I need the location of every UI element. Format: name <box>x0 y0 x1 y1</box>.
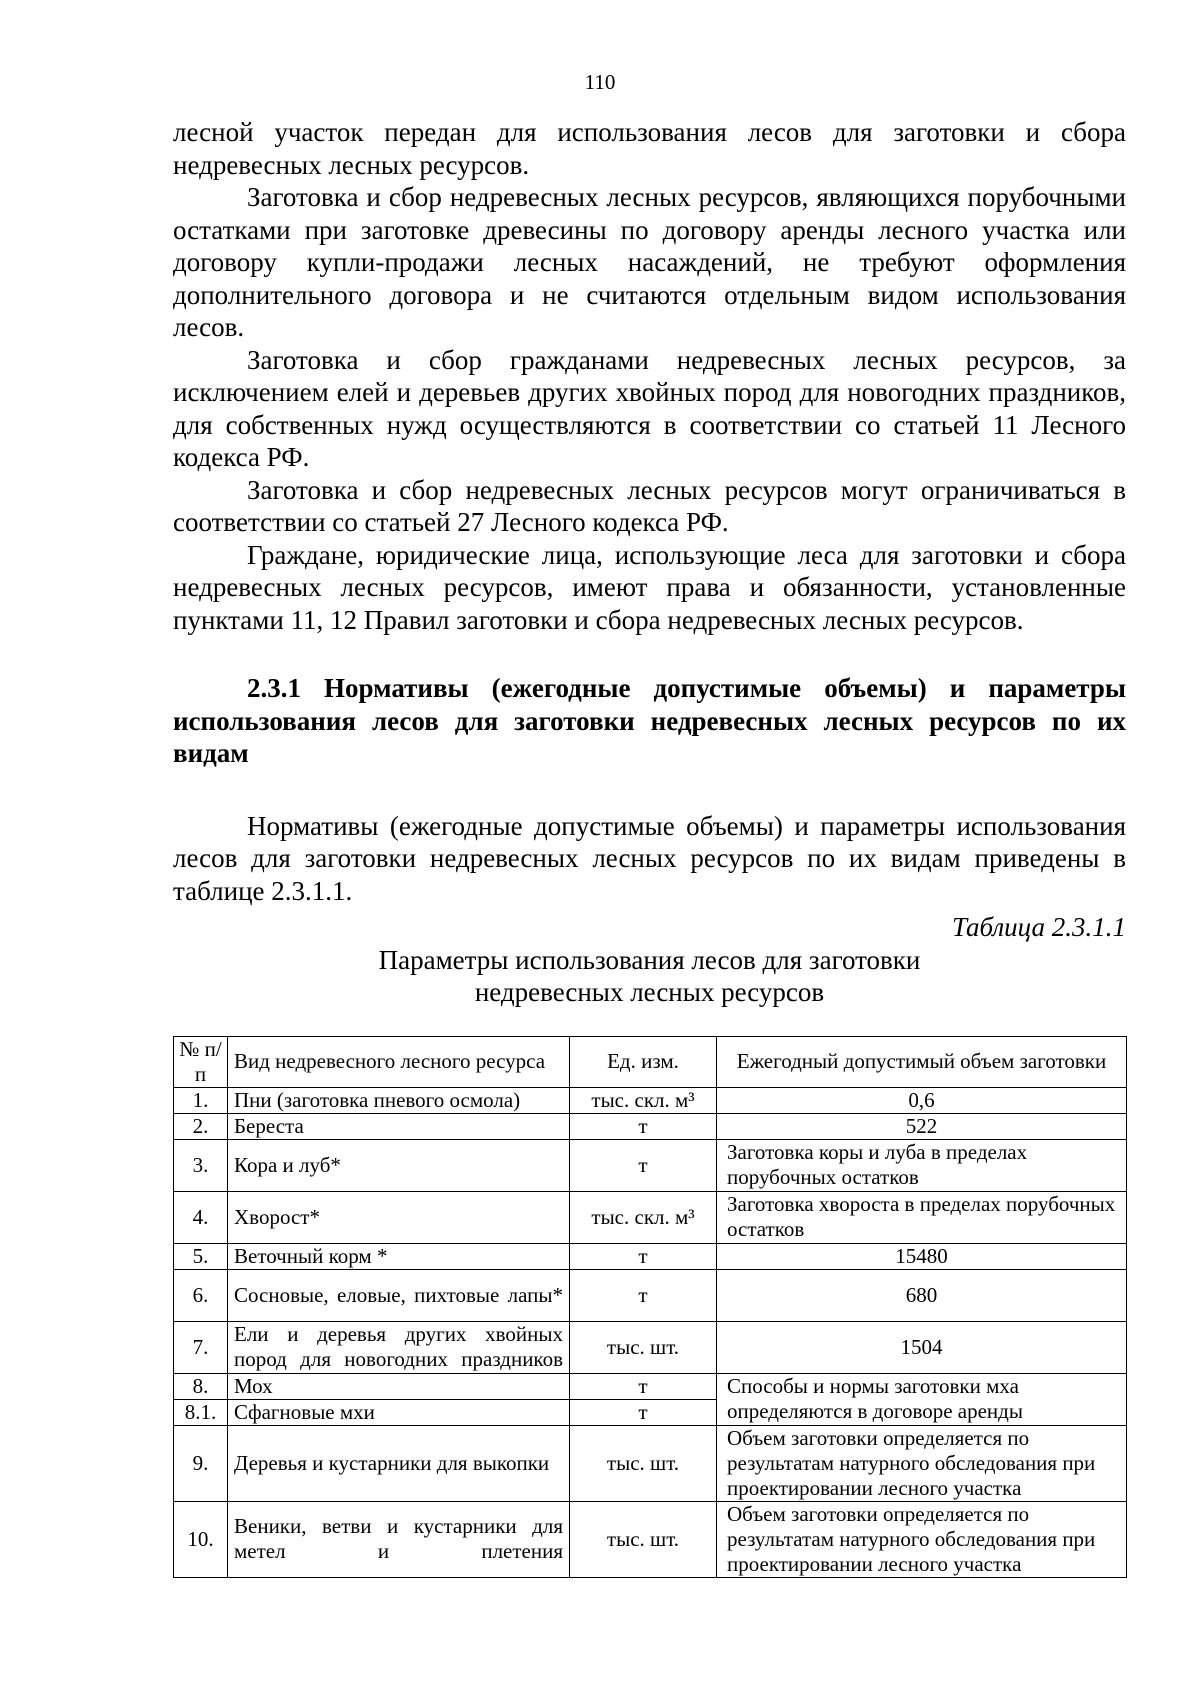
cell-unit: т <box>570 1269 717 1321</box>
cell-volume-merged: Способы и нормы заготовки мха определяются в договоре аренды <box>717 1373 1127 1425</box>
cell-volume: Объем заготовки определяется по результатам натурного обследования при проектировании лесного участка <box>717 1425 1127 1501</box>
table-row <box>174 1321 1127 1373</box>
cell-unit: тыс. скл. м³ <box>570 1087 717 1113</box>
cell-unit: т <box>570 1243 717 1269</box>
paragraph-citizens-own-needs: Заготовка и сбор гражданами недревесных лесных ресурсов, за исключением елей и деревьев других хвойных пород для новогодних праздников, для собственных нужд осуществляются в соответствии со статьей 11 Лесного кодекса РФ. <box>173 344 1126 472</box>
page-number: 110 <box>584 70 616 94</box>
cell-unit: тыс. шт. <box>570 1425 717 1501</box>
cell-unit: т <box>570 1139 717 1191</box>
cell-volume: 15480 <box>717 1243 1127 1269</box>
section-heading: 2.3.1 Нормативы (ежегодные допустимые объемы) и параметры использования лесов для заготовки недревесных лесных ресурсов по их видам <box>173 673 1126 768</box>
table-row <box>174 1087 1127 1113</box>
cell-resource: Веники, ветви и кустарники для метел и плетения <box>228 1501 570 1577</box>
table-label: Таблица 2.3.1.1 <box>951 912 1126 942</box>
cell-num: 1. <box>174 1087 228 1113</box>
resources-table <box>173 1036 1127 1578</box>
table-title-line-2: недревесных лесных ресурсов <box>474 977 825 1007</box>
cell-num: 8. <box>174 1373 228 1399</box>
cell-num: 3. <box>174 1139 228 1191</box>
cell-unit: т <box>570 1113 717 1139</box>
cell-resource: Сосновые, еловые, пихтовые лапы* <box>228 1269 570 1321</box>
cell-resource: Ели и деревья других хвойных пород для новогодних праздников <box>228 1321 570 1373</box>
page-content <box>173 116 1126 1578</box>
cell-resource: Деревья и кустарники для выкопки <box>228 1425 570 1501</box>
intro-paragraph: Нормативы (ежегодные допустимые объемы) и параметры использования лесов для заготовки недревесных лесных ресурсов по их видам приведены в таблице 2.3.1.1. <box>173 810 1126 906</box>
paragraph-continuation: лесной участок передан для использования лесов для заготовки и сбора недревесных лесных ресурсов. <box>173 117 1126 180</box>
cell-volume: 0,6 <box>717 1087 1127 1113</box>
table-row <box>174 1425 1127 1501</box>
table-header-row <box>174 1036 1127 1087</box>
cell-volume: Объем заготовки определяется по результатам натурного обследования при проектировании лесного участка <box>717 1501 1127 1577</box>
table-row <box>174 1501 1127 1577</box>
paragraph-rights-obligations: Граждане, юридические лица, использующие леса для заготовки и сбора недревесных лесных ресурсов, имеют права и обязанности, установленные пунктами 11, 12 Правил заготовки и сбора недревесных лесных ресурсов. <box>173 539 1126 635</box>
cell-num: 2. <box>174 1113 228 1139</box>
cell-unit: т <box>570 1373 717 1399</box>
table-row <box>174 1113 1127 1139</box>
table-row <box>174 1191 1127 1243</box>
cell-volume: Заготовка хвороста в пределах порубочных остатков <box>717 1191 1127 1243</box>
cell-volume: 680 <box>717 1269 1127 1321</box>
cell-resource: Сфагновые мхи <box>228 1399 570 1425</box>
cell-resource: Хворост* <box>228 1191 570 1243</box>
table-row <box>174 1243 1127 1269</box>
cell-unit: тыс. шт. <box>570 1321 717 1373</box>
cell-resource: Береста <box>228 1113 570 1139</box>
header-unit: Ед. изм. <box>570 1036 717 1087</box>
table-row <box>174 1373 1127 1399</box>
cell-resource: Пни (заготовка пневого осмола) <box>228 1087 570 1113</box>
cell-volume: 1504 <box>717 1321 1127 1373</box>
header-resource: Вид недревесного лесного ресурса <box>228 1036 570 1087</box>
cell-resource: Веточный корм * <box>228 1243 570 1269</box>
cell-volume: 522 <box>717 1113 1127 1139</box>
cell-num: 4. <box>174 1191 228 1243</box>
table-title-line-1: Параметры использования лесов для заготовки <box>378 944 921 975</box>
cell-num: 7. <box>174 1321 228 1373</box>
cell-num: 8.1. <box>174 1399 228 1425</box>
paragraph-restrictions: Заготовка и сбор недревесных лесных ресурсов могут ограничиваться в соответствии со статьей 27 Лесного кодекса РФ. <box>173 474 1126 537</box>
header-volume: Ежегодный допустимый объем заготовки <box>717 1036 1127 1087</box>
cell-num: 10. <box>174 1501 228 1577</box>
cell-unit: тыс. шт. <box>570 1501 717 1577</box>
cell-num: 5. <box>174 1243 228 1269</box>
cell-resource: Кора и луб* <box>228 1139 570 1191</box>
cell-resource: Мох <box>228 1373 570 1399</box>
header-num: № п/п <box>174 1036 228 1087</box>
table-row <box>174 1139 1127 1191</box>
cell-unit: т <box>570 1399 717 1425</box>
cell-num: 9. <box>174 1425 228 1501</box>
cell-num: 6. <box>174 1269 228 1321</box>
table-row <box>174 1269 1127 1321</box>
cell-volume: Заготовка коры и луба в пределах порубочных остатков <box>717 1139 1127 1191</box>
cell-unit: тыс. скл. м³ <box>570 1191 717 1243</box>
paragraph-logging-residues: Заготовка и сбор недревесных лесных ресурсов, являющихся порубочными остатками при заготовке древесины по договору аренды лесного участка или договору купли-продажи лесных насаждений, не требуют оформления дополнительного договора и не считаются отдельным видом использования лесов. <box>173 182 1126 342</box>
